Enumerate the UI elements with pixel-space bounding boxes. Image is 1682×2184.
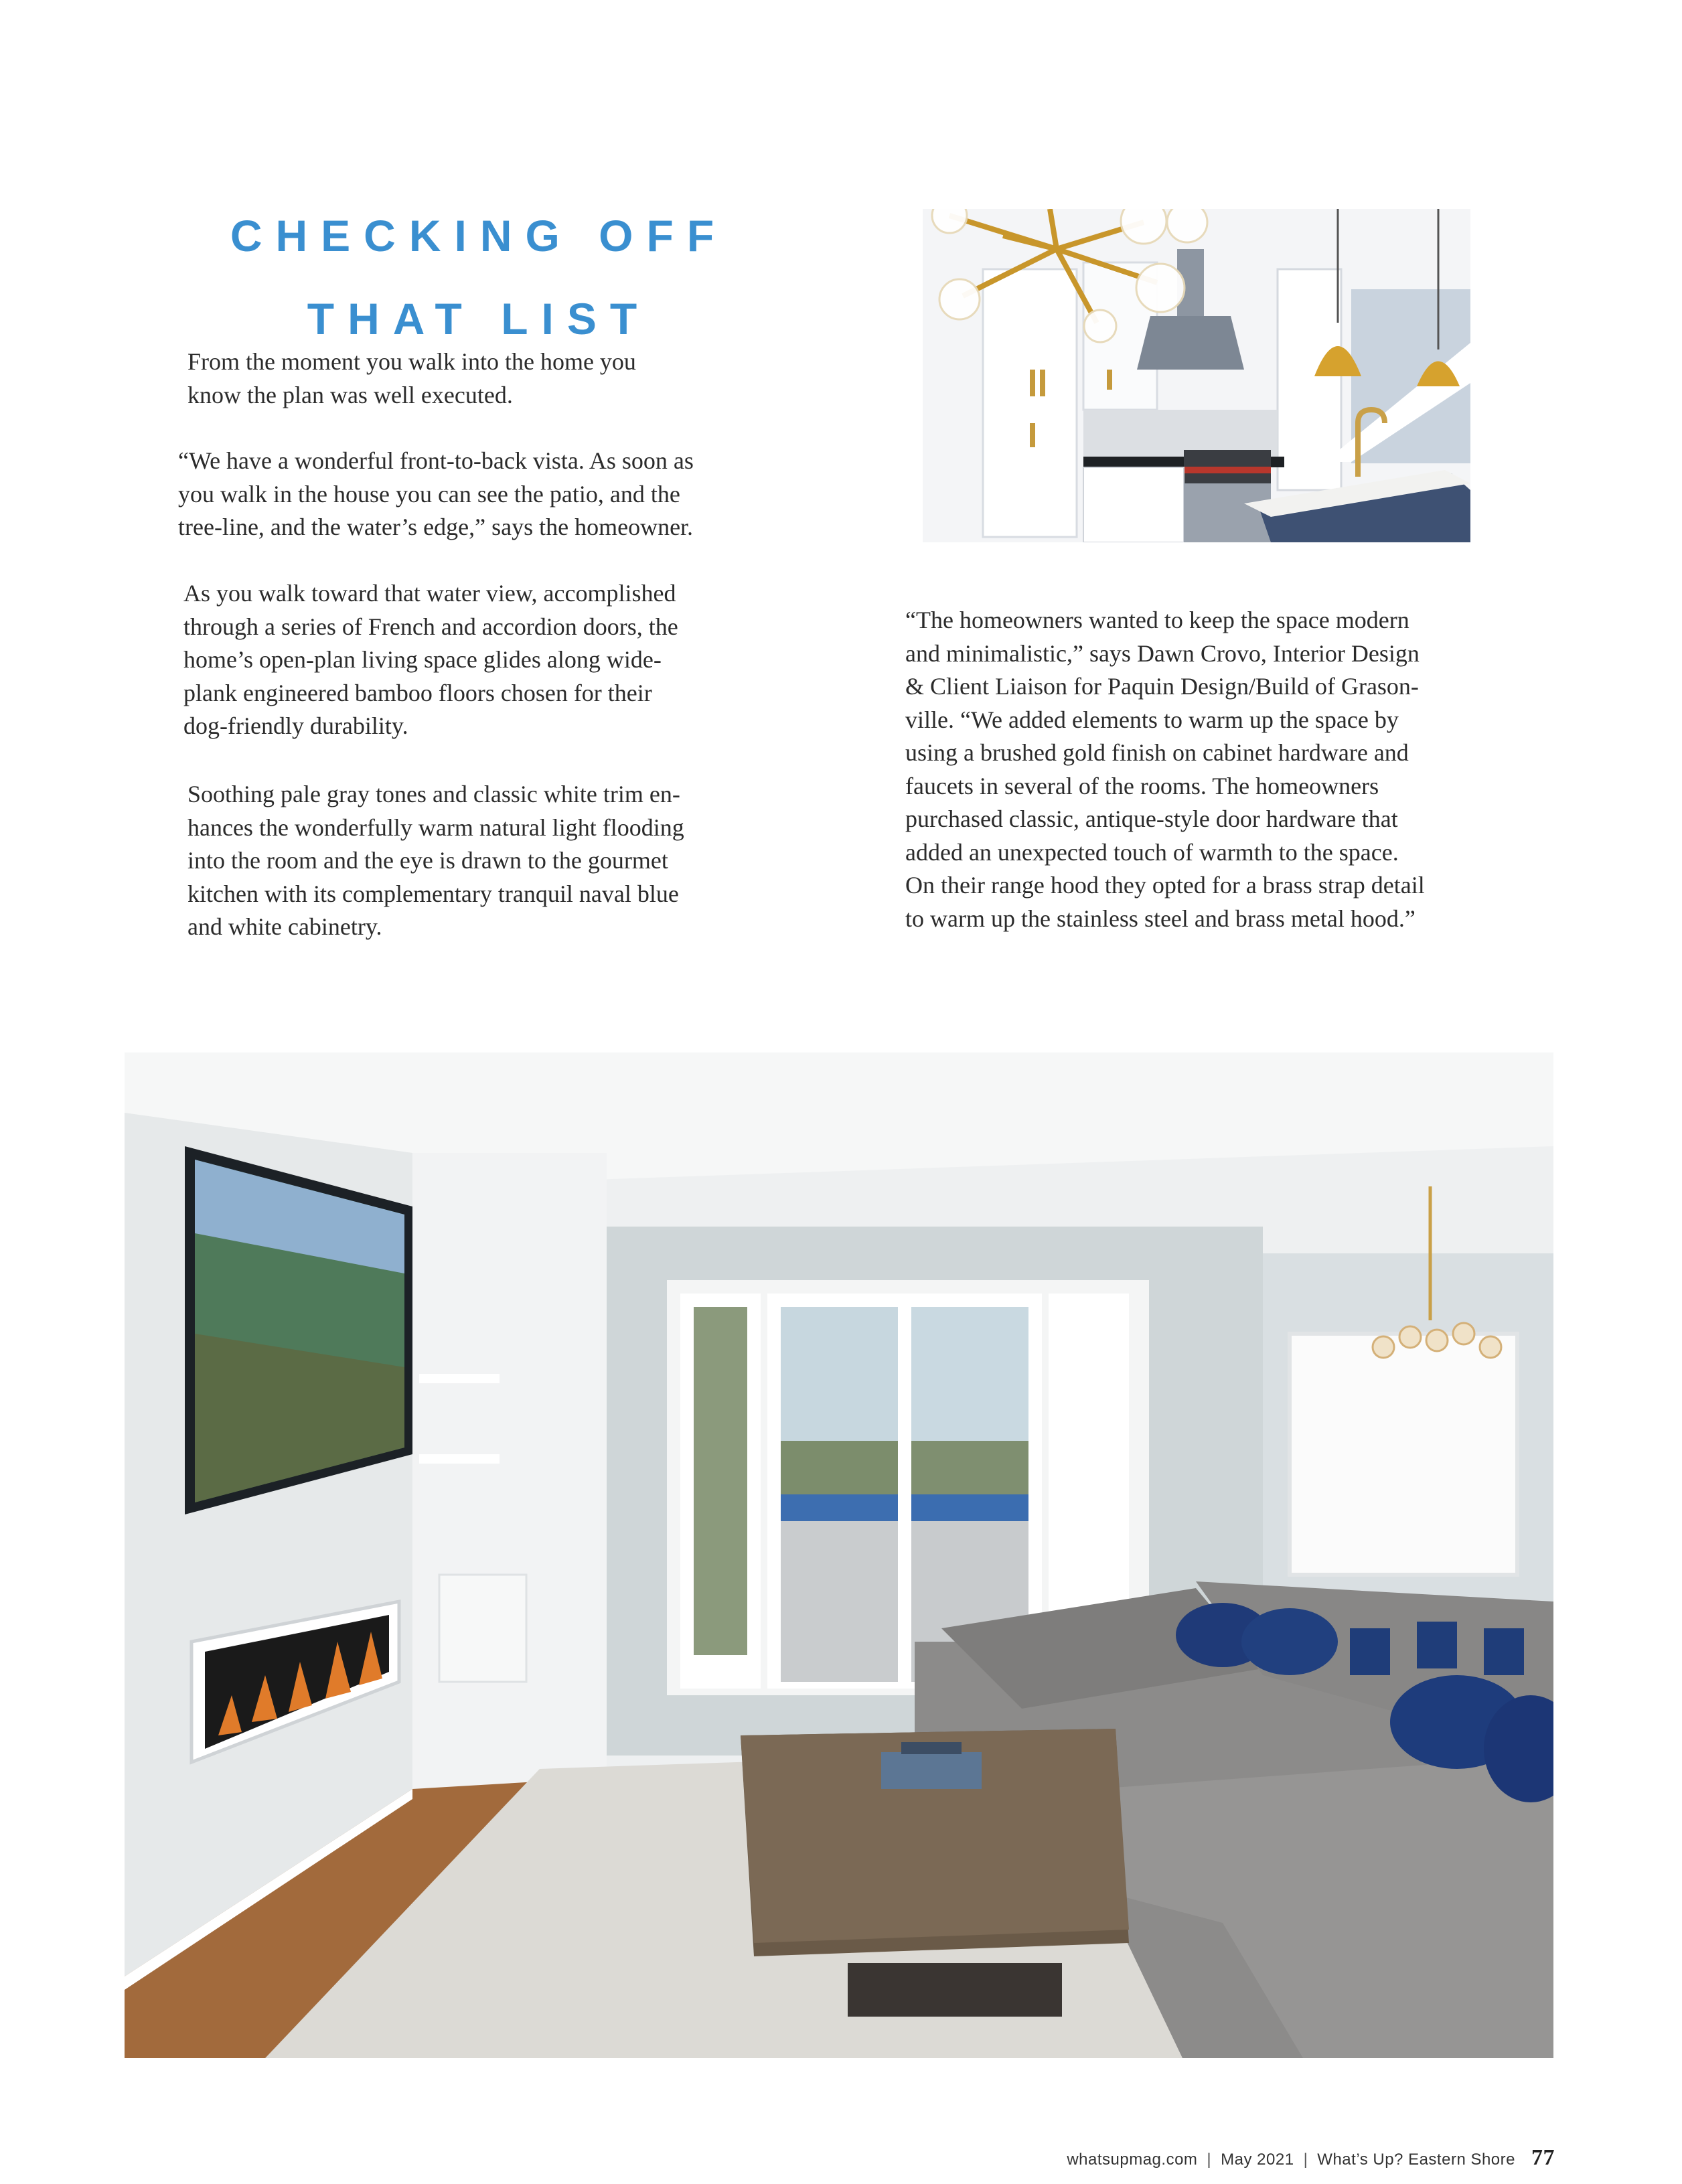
footer-publication: What’s Up? Eastern Shore [1317, 2151, 1515, 2169]
page-footer [1067, 2145, 1555, 2171]
footer-site: whatsupmag.com [1067, 2151, 1198, 2169]
water-view-paragraph: As you walk toward that water view, accomplished through a series of French and accordion doors, the home’s open-plan living space glides along wide- plank engineered bamboo floors chosen for their dog-friendly durability. [183, 580, 678, 739]
footer-separator-2: | [1303, 2151, 1308, 2169]
kitchen-photo [923, 209, 1470, 542]
headline-line-2: THAT LIST [307, 294, 651, 343]
homeowner-quote-paragraph: “We have a wonderful front-to-back vista. As soon as you walk in the house you can see the patio, and the tree-line, and the water’s edge,” says the homeowner. [178, 447, 694, 540]
gray-tones-paragraph: Soothing pale gray tones and classic white trim en- hances the wonderfully warm natural light flooding into the room and the eye is drawn to the gourmet kitchen with its complementary tranquil naval blue and white cabinetry. [187, 781, 684, 940]
footer-issue: May 2021 [1221, 2151, 1294, 2169]
headline-line-1: CHECKING OFF [230, 211, 728, 260]
page-number: 77 [1531, 2145, 1555, 2170]
living-room-photo [125, 1052, 1553, 2058]
article-headline [194, 194, 763, 360]
designer-quote-paragraph: “The homeowners wanted to keep the space modern and minimalistic,” says Dawn Crovo, Interior Design & Client Liaison for Paquin Design/Build of Grason- ville. “We added elements to warm up the space by using a brushed gold finish on cabinet hardware and faucets in several of the rooms. The homeowners purchased classic, antique-style door hardware that added an unexpected touch of warmth to the space. On their range hood they opted for a brass strap detail to warm up the stainless steel and brass metal hood.” [905, 607, 1425, 932]
intro-paragraph: From the moment you walk into the home you know the plan was well executed. [187, 348, 636, 408]
footer-separator-1: | [1207, 2151, 1212, 2169]
